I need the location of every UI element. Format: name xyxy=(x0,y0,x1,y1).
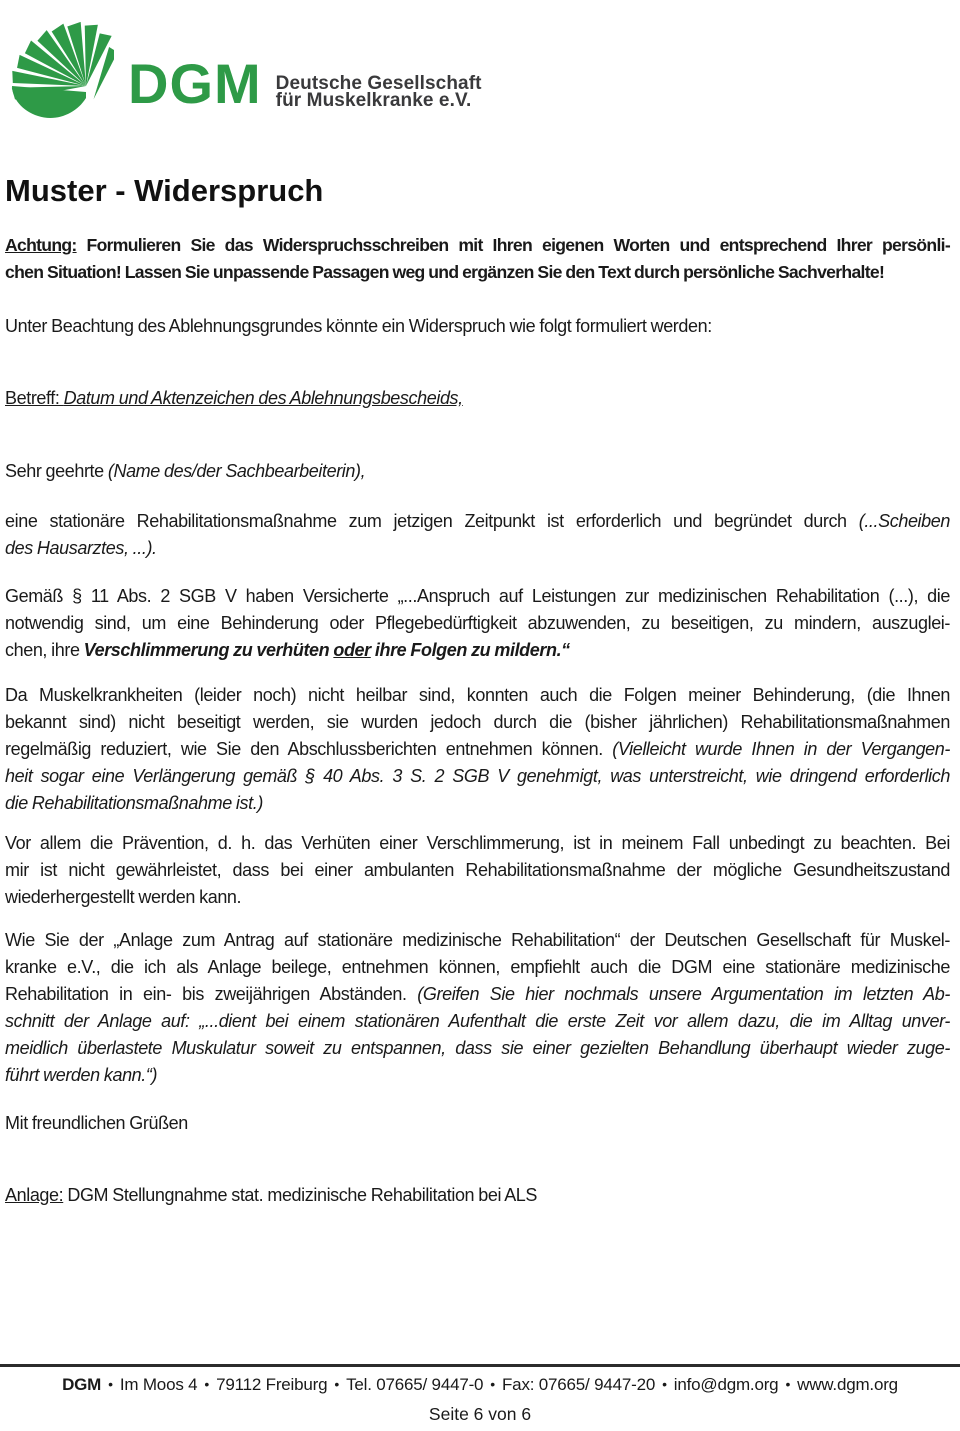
bullet-separator: • xyxy=(490,1376,495,1392)
footer-contact-line xyxy=(0,1367,960,1395)
footer-contact-item: 79112 Freiburg xyxy=(216,1375,328,1394)
footer-contact-item: Tel. 07665/ 9447-0 xyxy=(346,1375,484,1394)
text-line: Sehr geehrte (Name des/der Sachbearbeiterin), xyxy=(5,461,366,481)
page-title: Muster - Widerspruch xyxy=(5,173,324,208)
dgm-shell-logo-icon xyxy=(8,10,114,118)
document-body xyxy=(0,172,960,1209)
text-line: Gemäß § 11 Abs. 2 SGB V haben Versicherte „...Anspruch auf Leistungen zur medizinischen Rehabilitation (...), die xyxy=(5,586,950,606)
text-line: führt werden kann.“) xyxy=(5,1065,158,1085)
paragraph-betreff xyxy=(5,385,950,412)
paragraph-sgb-zitat xyxy=(5,583,950,664)
paragraph-intro xyxy=(5,313,950,340)
text-line: des Hausarztes, ...). xyxy=(5,538,157,558)
paragraph-anlage xyxy=(5,1182,950,1209)
text-line: meidlich überlastete Muskulatur soweit zu entspannen, dass sie einer gezielten Behandlung überhaupt wieder zuge- xyxy=(5,1038,950,1058)
text-line: heit sogar eine Verlängerung gemäß § 40 Abs. 3 S. 2 SGB V genehmigt, was unterstreicht, wie dringend erforderlich xyxy=(5,766,950,786)
bullet-separator: • xyxy=(334,1376,340,1392)
footer-contact-item: info@dgm.org xyxy=(673,1375,779,1394)
footer-contact-item: DGM xyxy=(62,1375,102,1394)
paragraph-reha-erforderlich xyxy=(5,508,950,562)
logo-org-name xyxy=(276,75,482,109)
paragraph-muskelkrankheiten xyxy=(5,682,950,817)
text-line: bekannt sind) nicht beseitigt werden, sie wurden jedoch durch die (bisher jährlichen) Rehabilitationsmaßnahmen xyxy=(5,712,950,732)
text-line: chen, ihre Verschlimmerung zu verhüten oder ihre Folgen zu mildern.“ xyxy=(5,640,570,660)
paragraph-gruss xyxy=(5,1110,950,1137)
text-line: regelmäßig reduziert, wie Sie den Abschlussberichten entnehmen können. (Vielleicht wurde Ihnen in der Vergangen- xyxy=(5,739,950,759)
text-line: Mit freundlichen Grüßen xyxy=(5,1113,188,1133)
logo-org-line2: für Muskelkranke e.V. xyxy=(275,90,472,111)
logo-header xyxy=(0,0,960,118)
page-number: Seite 6 von 6 xyxy=(428,1404,532,1424)
logo-org-line1: Deutsche Gesellschaft xyxy=(275,73,482,94)
text-line: mir ist nicht gewährleistet, dass bei einer ambulanten Rehabilitationsmaßnahme der mögliche Gesundheitszustand xyxy=(5,860,950,880)
footer-contact-item: Fax: 07665/ 9447-20 xyxy=(502,1375,656,1394)
bullet-separator: • xyxy=(204,1376,210,1392)
footer-contact-item: www.dgm.org xyxy=(797,1375,898,1394)
text-line: Rehabilitation in ein- bis zweijährigen Abständen. (Greifen Sie hier nochmals unsere Argumentation im letzten Ab- xyxy=(5,984,950,1004)
bullet-separator: • xyxy=(108,1376,113,1392)
text-line: Vor allem die Prävention, d. h. das Verhüten einer Verschlimmerung, ist in meinem Fall unbedingt zu beachten. Bei xyxy=(5,833,950,853)
paragraph-salutation xyxy=(5,458,950,485)
text-line: die Rehabilitationsmaßnahme ist.) xyxy=(5,793,263,813)
text-line: notwendig sind, um eine Behinderung oder Pflegebedürftigkeit abzuwenden, zu beseitigen, zu mindern, auszuglei- xyxy=(5,613,950,633)
text-line: wiederhergestellt werden kann. xyxy=(5,887,242,907)
bullet-separator: • xyxy=(785,1376,791,1392)
text-line: Betreff: Datum und Aktenzeichen des Ablehnungsbescheids, xyxy=(5,388,463,408)
text-line: eine stationäre Rehabilitationsmaßnahme zum jetzigen Zeitpunkt ist erforderlich und begründet durch (...Scheiben xyxy=(5,511,950,531)
paragraph-dgm-empfehlung xyxy=(5,927,950,1089)
bullet-separator: • xyxy=(662,1376,667,1392)
paragraph-achtung xyxy=(5,232,950,286)
text-line: chen Situation! Lassen Sie unpassende Passagen weg und ergänzen Sie den Text durch persönliche Sachverhalte! xyxy=(5,262,885,282)
logo-letters: DGM xyxy=(128,52,262,115)
footer-contact-item: Im Moos 4 xyxy=(119,1375,198,1394)
text-line: schnitt der Anlage auf: „...dient bei einem stationären Aufenthalt die erste Zeit vor allem dazu, die im Alltag unver- xyxy=(5,1011,950,1031)
text-line: kranke e.V., die ich als Anlage beilege, entnehmen können, empfiehlt auch die DGM eine stationäre medizinische xyxy=(5,957,950,977)
text-line: Achtung: Formulieren Sie das Widerspruchsschreiben mit Ihren eigenen Worten und entsprechend Ihrer persönli- xyxy=(5,235,950,255)
text-line: Unter Beachtung des Ablehnungsgrundes könnte ein Widerspruch wie folgt formuliert werden: xyxy=(5,316,712,336)
text-line: Wie Sie der „Anlage zum Antrag auf stationäre medizinische Rehabilitation“ der Deutschen Gesellschaft für Muskel- xyxy=(5,930,950,950)
text-line: Da Muskelkrankheiten (leider noch) nicht heilbar sind, konnten auch die Folgen meiner Behinderung, (die Ihnen xyxy=(5,685,950,705)
page-footer xyxy=(0,1364,960,1425)
paragraph-praevention xyxy=(5,830,950,911)
text-line: Anlage: DGM Stellungnahme stat. medizinische Rehabilitation bei ALS xyxy=(5,1185,538,1205)
